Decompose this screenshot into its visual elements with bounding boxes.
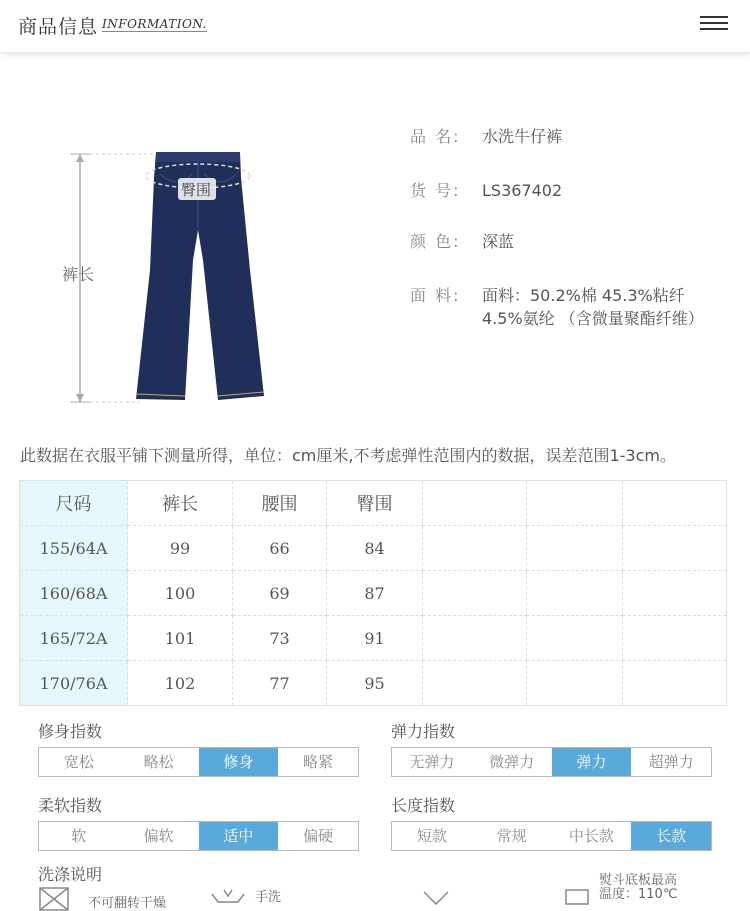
fit-option: 宽松 (63, 753, 94, 771)
softness-index-label: 柔软指数 (38, 796, 103, 815)
soft-option-selected: 适中 (199, 822, 279, 850)
fit-option: 略紧 (303, 753, 334, 771)
stretch-option: 超弹力 (648, 753, 694, 771)
table-cell (423, 616, 527, 661)
info-row-name (410, 124, 562, 147)
page-title: 商品信息 (18, 16, 99, 38)
table-cell: 165/72A (20, 616, 128, 661)
table-cell: 91 (327, 616, 423, 661)
wash-text (599, 874, 677, 902)
wash-text: 手洗 (255, 890, 282, 905)
length-label: 裤长 (62, 265, 95, 284)
stretch-option: 微弹力 (489, 753, 535, 771)
table-cell: 77 (233, 661, 327, 706)
header-cell (623, 481, 727, 526)
table-cell (423, 661, 527, 706)
fit-option: 略松 (143, 753, 174, 771)
table-cell (623, 526, 727, 571)
info-label: 颜 色: (410, 232, 461, 251)
table-cell: 101 (128, 616, 233, 661)
table-cell: 170/76A (20, 661, 128, 706)
table-cell: 99 (128, 526, 233, 571)
table-header-row (20, 481, 727, 526)
table-cell: 87 (327, 571, 423, 616)
table-row (20, 571, 727, 616)
measurement-note: 此数据在衣服平铺下测量所得，单位：cm厘米,不考虑弹性范围内的数据，误差范围1-3cm。 (20, 446, 676, 465)
table-cell: 66 (233, 526, 327, 571)
table-cell: 155/64A (20, 526, 128, 571)
stretch-option-selected: 弹力 (552, 748, 632, 776)
hip-label: 臀围 (181, 181, 212, 199)
info-row-fabric-cont (482, 306, 704, 329)
table-cell: 102 (128, 661, 233, 706)
fit-option-selected: 修身 (199, 748, 279, 776)
table-cell (623, 616, 727, 661)
info-row-sku (410, 178, 562, 201)
wash-text: 不可翻转干燥 (88, 896, 167, 911)
size-table (19, 480, 727, 706)
softness-index (38, 793, 359, 851)
header-cell (423, 481, 527, 526)
table-row (20, 616, 727, 661)
info-row-fabric (410, 283, 685, 306)
info-row-color (410, 229, 514, 252)
fit-index-options (38, 747, 359, 777)
table-cell (423, 571, 527, 616)
iron-icon (564, 888, 590, 904)
table-cell (527, 616, 623, 661)
fit-index-label: 修身指数 (38, 722, 103, 741)
length-index-options (391, 821, 712, 851)
wash-title: 洗涤说明 (38, 865, 103, 884)
header-bar (0, 0, 750, 52)
jeans-illustration (60, 150, 290, 408)
info-value: 面料：50.2%棉 45.3%粘纤 (482, 286, 685, 305)
table-cell: 73 (233, 616, 327, 661)
table-cell (527, 661, 623, 706)
soft-option: 软 (71, 827, 87, 845)
table-cell (423, 526, 527, 571)
info-value: 深蓝 (482, 232, 515, 251)
stretch-index-label: 弹力指数 (391, 722, 456, 741)
table-cell: 95 (327, 661, 423, 706)
stretch-option: 无弹力 (409, 753, 455, 771)
info-label: 品 名: (410, 127, 461, 146)
fit-index (38, 719, 359, 777)
header-cell: 臀围 (327, 481, 423, 526)
soft-option: 偏硬 (303, 827, 334, 845)
table-row (20, 661, 727, 706)
table-cell: 69 (233, 571, 327, 616)
page-subtitle: INFORMATION. (102, 17, 207, 31)
length-option: 中长款 (568, 827, 614, 845)
soft-option: 偏软 (143, 827, 174, 845)
info-value: 水洗牛仔裤 (482, 127, 563, 146)
header-cell: 腰围 (233, 481, 327, 526)
table-cell: 160/68A (20, 571, 128, 616)
table-cell (527, 526, 623, 571)
table-cell (527, 571, 623, 616)
no-bleach-icon (422, 890, 452, 904)
info-value-2: 4.5%氨纶 （含微量聚酯纤维） (482, 309, 704, 328)
no-tumble-dry-icon (38, 886, 72, 906)
iron-temp-line1: 熨斗底板最高 (599, 873, 678, 888)
length-index (391, 793, 712, 851)
length-option: 常规 (496, 827, 527, 845)
softness-index-options (38, 821, 359, 851)
header-cell: 尺码 (20, 481, 128, 526)
length-index-label: 长度指数 (391, 796, 456, 815)
hand-wash-icon (210, 888, 246, 904)
iron-temp-line2: 温度：110℃ (599, 887, 678, 902)
info-value: LS367402 (482, 181, 563, 200)
stretch-index (391, 719, 712, 777)
info-label: 货 号: (410, 181, 461, 200)
table-row (20, 526, 727, 571)
table-cell (623, 571, 727, 616)
table-cell (623, 661, 727, 706)
stretch-index-options (391, 747, 712, 777)
header-cell: 裤长 (128, 481, 233, 526)
product-image (60, 150, 290, 408)
menu-icon[interactable] (700, 16, 728, 34)
table-cell: 84 (327, 526, 423, 571)
length-option: 短款 (416, 827, 447, 845)
length-option-selected: 长款 (631, 822, 711, 850)
table-cell: 100 (128, 571, 233, 616)
info-label: 面 料: (410, 286, 461, 305)
header-cell (527, 481, 623, 526)
